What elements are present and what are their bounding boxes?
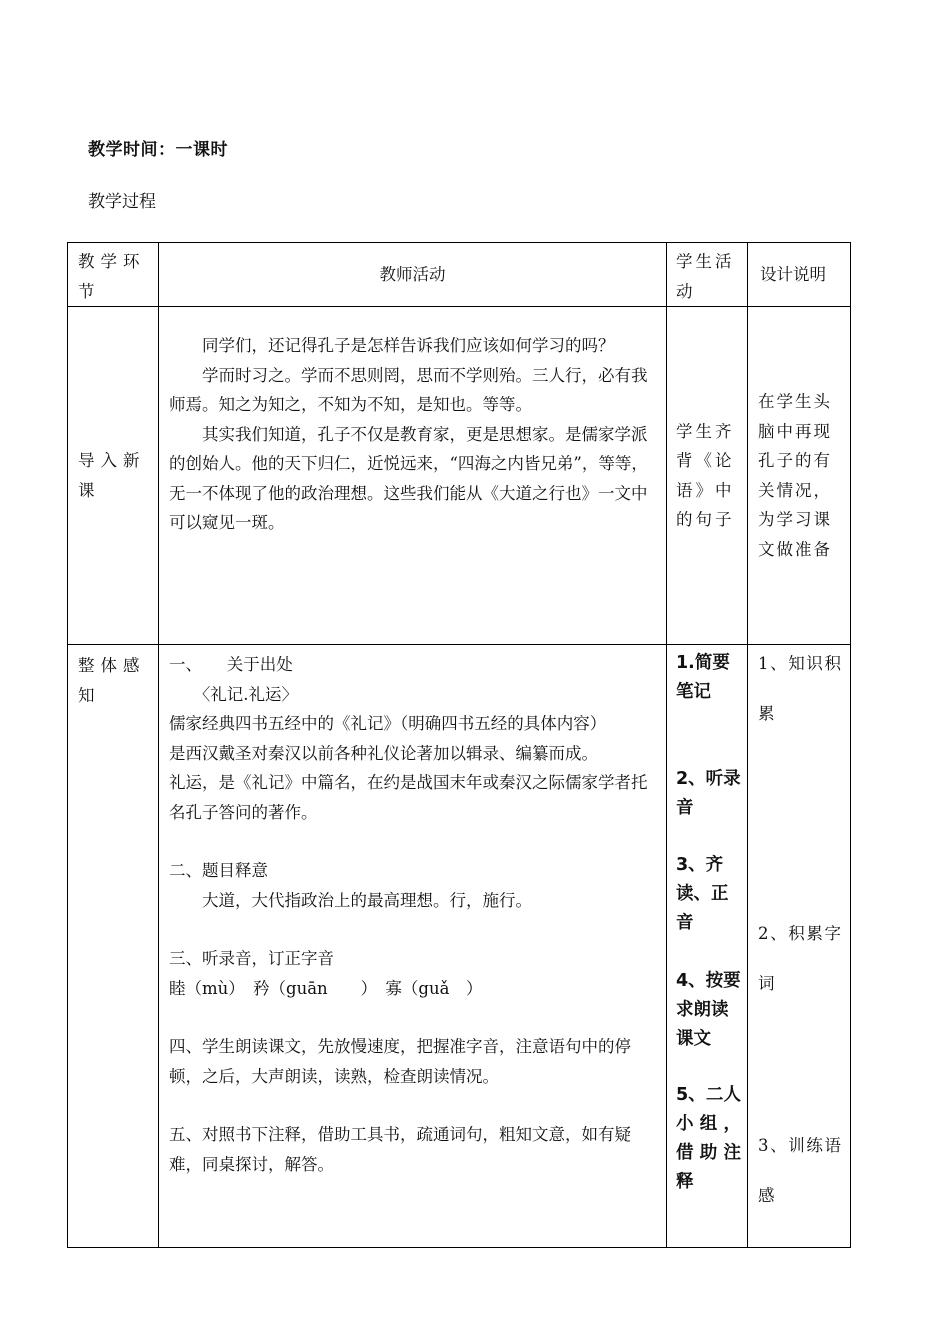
teacher-activity-cell bbox=[159, 307, 667, 645]
section-title: 三、听录音，订正字音 bbox=[169, 949, 334, 968]
paragraph: 学而时习之。学而不思则罔，思而不学则殆。三人行，必有我师焉。知之为知之，不知为不知，是知也。等等。 bbox=[169, 365, 648, 414]
pronunciation-line: 睦（mù） 矜（guān ） 寡（guǎ ） bbox=[169, 978, 483, 998]
student-step: 1.简要笔记 bbox=[676, 653, 730, 702]
text-line: 是西汉戴圣对秦汉以前各种礼仪论著加以辑录、编纂而成。 bbox=[169, 743, 598, 763]
student-step: 3、齐读、正音 bbox=[676, 855, 729, 933]
lesson-plan-table bbox=[67, 242, 851, 1248]
source-line: 〈礼记.礼运〉 bbox=[193, 684, 298, 704]
stage-cell: 导入新课 bbox=[68, 307, 159, 645]
paragraph: 同学们，还记得孔子是怎样告诉我们应该如何学习的吗？ bbox=[202, 336, 615, 355]
text-line: 儒家经典四书五经中的《礼记》（明确四书五经的具体内容） bbox=[169, 714, 607, 733]
design-note: 1、知识积累 bbox=[758, 654, 842, 723]
design-notes-cell: 在学生头脑中再现孔子的有关情况，为学习课文做准备 bbox=[748, 307, 851, 645]
design-note: 2、积累字词 bbox=[758, 924, 842, 993]
student-step: 5、二人小组，借助注释 bbox=[676, 1085, 741, 1192]
teaching-process-label: 教学过程 bbox=[88, 192, 156, 212]
text-line: 礼运，是《礼记》中篇名，在约是战国末年或秦汉之际儒家学者托名孔子答问的著作。 bbox=[169, 773, 648, 822]
design-note: 3、训练语感 bbox=[758, 1136, 842, 1205]
table-row-overall-perception bbox=[68, 645, 851, 1248]
header-stage: 教学环节 bbox=[68, 243, 159, 307]
text-line: 大道，大代指政治上的最高理想。行，施行。 bbox=[202, 890, 532, 910]
header-design-notes: 设计说明 bbox=[748, 243, 851, 307]
section-text: 五、对照书下注释，借助工具书，疏通词句，粗知文意，如有疑难，同桌探讨，解答。 bbox=[169, 1125, 631, 1174]
design-notes-cell bbox=[748, 645, 851, 1248]
header-student-activity: 学生活动 bbox=[667, 243, 748, 307]
student-activity-cell: 学生齐背《论语》中的句子 bbox=[667, 307, 748, 645]
teacher-activity-cell bbox=[159, 645, 667, 1248]
paragraph: 其实我们知道，孔子不仅是教育家，更是思想家。是儒家学派的创始人。他的天下归仁，近悦远来，“四海之内皆兄弟”，等等，无一不体现了他的政治理想。这些我们能从《大道之行也》一文中可以窥见一斑。 bbox=[169, 424, 648, 532]
section-text: 四、学生朗读课文，先放慢速度，把握准字音，注意语句中的停顿，之后，大声朗读，读熟，检查朗读情况。 bbox=[169, 1037, 631, 1086]
table-header-row bbox=[68, 243, 851, 307]
student-step: 2、听录音 bbox=[676, 769, 741, 818]
stage-cell: 整体感知 bbox=[68, 645, 159, 1248]
header-teacher-activity: 教师活动 bbox=[159, 243, 667, 307]
table-row-introduction bbox=[68, 307, 851, 645]
student-activity-cell bbox=[667, 645, 748, 1248]
section-title: 一、 关于出处 bbox=[169, 655, 293, 674]
teaching-time: 教学时间：一课时 bbox=[88, 140, 228, 160]
section-title: 二、题目释意 bbox=[169, 861, 268, 880]
student-step: 4、按要求朗读课文 bbox=[676, 971, 741, 1049]
